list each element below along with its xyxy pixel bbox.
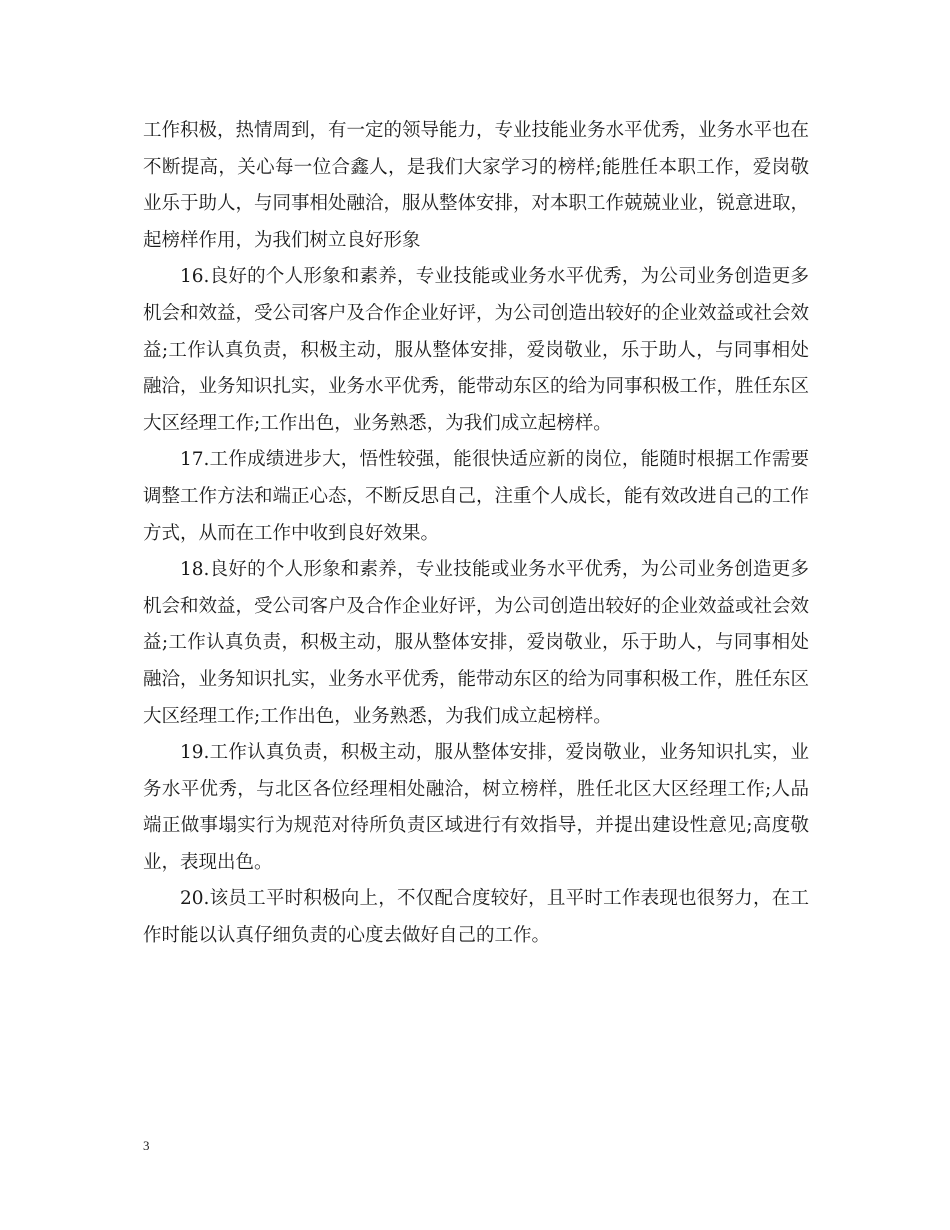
document-body bbox=[143, 113, 809, 955]
paragraph-17: 17.工作成绩进步大，悟性较强，能很快适应新的岗位，能随时根据工作需要调整工作方法和端正心态，不断反思自己，注重个人成长，能有效改进自己的工作方式，从而在工作中收到良好效果。 bbox=[143, 449, 810, 544]
page-number: 3 bbox=[143, 1138, 150, 1153]
paragraph-15-continued: 工作积极，热情周到，有一定的领导能力，专业技能业务水平优秀，业务水平也在不断提高，关心每一位合鑫人，是我们大家学习的榜样;能胜任本职工作，爱岗敬业乐于助人，与同事相处融洽，服从整体安排，对本职工作兢兢业业，锐意进取，起榜样作用，为我们树立良好形象 bbox=[143, 120, 810, 251]
paragraph-18: 18.良好的个人形象和素养，专业技能或业务水平优秀，为公司业务创造更多机会和效益，受公司客户及合作企业好评，为公司创造出较好的企业效益或社会效益;工作认真负责，积极主动，服从整体安排，爱岗敬业，乐于助人，与同事相处融洽，业务知识扎实，业务水平优秀，能带动东区的给为同事积极工作，胜任东区大区经理工作;工作出色，业务熟悉，为我们成立起榜样。 bbox=[143, 559, 810, 727]
paragraph-19: 19.工作认真负责，积极主动，服从整体安排，爱岗敬业，业务知识扎实，业务水平优秀，与北区各位经理相处融洽，树立榜样，胜任北区大区经理工作;人品端正做事塌实行为规范对待所负责区域进行有效指导，并提出建设性意见;高度敬业，表现出色。 bbox=[143, 742, 809, 873]
paragraph-20: 20.该员工平时积极向上，不仅配合度较好，且平时工作表现也很努力，在工作时能以认真仔细负责的心度去做好自己的工作。 bbox=[143, 888, 809, 947]
paragraph-16: 16.良好的个人形象和素养，专业技能或业务水平优秀，为公司业务创造更多机会和效益，受公司客户及合作企业好评，为公司创造出较好的企业效益或社会效益;工作认真负责，积极主动，服从整体安排，爱岗敬业，乐于助人，与同事相处融洽，业务知识扎实，业务水平优秀，能带动东区的给为同事积极工作，胜任东区大区经理工作;工作出色，业务熟悉，为我们成立起榜样。 bbox=[143, 266, 810, 434]
